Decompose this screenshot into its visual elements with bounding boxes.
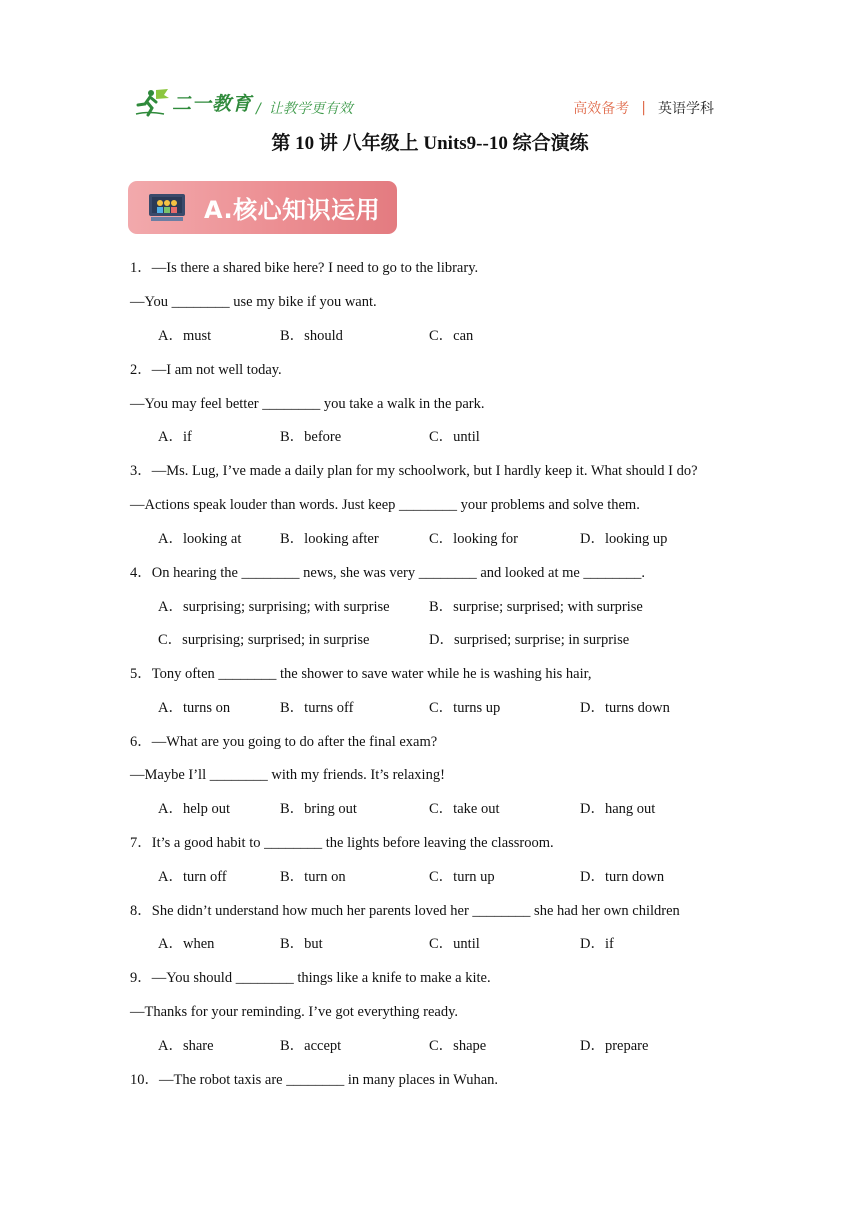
option-a: A．if: [158, 429, 192, 445]
option-b: B．but: [280, 936, 323, 952]
option-c: C．take out: [429, 801, 500, 817]
option-c: C．surprising; surprised; in surprise: [158, 632, 370, 648]
option-c: C．turn up: [429, 869, 495, 885]
option-b: B．turn on: [280, 869, 346, 885]
option-d: D．hang out: [580, 801, 656, 817]
option-c: C．until: [429, 936, 480, 952]
option-d: D．if: [580, 936, 614, 952]
question-stem: 2．—I am not well today.: [130, 362, 282, 378]
question-stem: 3．—Ms. Lug, I’ve made a daily plan for my schoolwork, but I hardly keep it. What should I do?: [130, 463, 698, 479]
option-b: B．accept: [280, 1038, 342, 1054]
option-d: D．prepare: [580, 1038, 649, 1054]
question-stem: 4．On hearing the ________ news, she was very ________ and looked at me ________.: [130, 565, 646, 581]
page-header: [134, 86, 714, 120]
option-a: A．when: [158, 936, 215, 952]
question-stem: 9．—You should ________ things like a knife to make a kite.: [130, 970, 491, 986]
option-b: B．before: [280, 429, 342, 445]
question-stem: 7．It’s a good habit to ________ the lights before leaving the classroom.: [130, 835, 554, 851]
slash-divider: /: [256, 101, 261, 117]
option-c: C．turns up: [429, 700, 501, 716]
option-a: A．looking at: [158, 531, 242, 547]
logo: [134, 86, 252, 118]
tag-divider: |: [641, 100, 646, 116]
question-reply: —Maybe I’ll ________ with my friends. It’s relaxing!: [130, 767, 445, 783]
option-b: B．surprise; surprised; with surprise: [429, 599, 643, 615]
question-reply: —Thanks for your reminding. I’ve got everything ready.: [130, 1004, 459, 1020]
option-d: D．turns down: [580, 700, 670, 716]
logo-text: 二一教育: [172, 92, 253, 115]
question-reply: —Actions speak louder than words. Just keep ________ your problems and solve them.: [130, 497, 640, 513]
option-a: A．share: [158, 1038, 214, 1054]
page-title: 第 10 讲 八年级上 Units9--10 综合演练: [271, 133, 589, 154]
option-b: B．looking after: [280, 531, 379, 547]
option-c: C．until: [429, 429, 480, 445]
question-stem: 5．Tony often ________ the shower to save water while he is washing his hair,: [130, 666, 592, 682]
runner-logo-icon: [134, 87, 170, 117]
option-b: B．turns off: [280, 700, 354, 716]
question-stem: 8．She didn’t understand how much her parents loved her ________ she had her own children: [130, 903, 680, 919]
question-reply: —You may feel better ________ you take a walk in the park.: [130, 396, 485, 412]
option-a: A．must: [158, 328, 212, 344]
option-d: D．turn down: [580, 869, 665, 885]
option-c: C．can: [429, 328, 474, 344]
option-b: B．should: [280, 328, 343, 344]
header-tags: [573, 98, 714, 118]
section-title: A.核心知识运用: [204, 196, 381, 224]
tag-exam-prep: 高效备考: [573, 101, 630, 117]
option-c: C．shape: [429, 1038, 487, 1054]
option-d: D．looking up: [580, 531, 668, 547]
option-c: C．looking for: [429, 531, 519, 547]
option-b: B．bring out: [280, 801, 357, 817]
section-banner: [128, 181, 397, 234]
slogan: [256, 98, 353, 118]
slogan-text: 让教学更有效: [268, 101, 353, 117]
question-reply: —You ________ use my bike if you want.: [130, 294, 377, 310]
question-stem: 6．—What are you going to do after the final exam?: [130, 734, 438, 750]
tag-subject: 英语学科: [658, 101, 714, 117]
question-stem: 1．—Is there a shared bike here? I need to go to the library.: [130, 260, 479, 276]
classroom-board-icon: [148, 193, 186, 223]
option-a: A．turn off: [158, 869, 227, 885]
option-a: A．help out: [158, 801, 231, 817]
option-d: D．surprised; surprise; in surprise: [429, 632, 630, 648]
option-a: A．turns on: [158, 700, 231, 716]
question-stem: 10．—The robot taxis are ________ in many places in Wuhan.: [130, 1072, 499, 1088]
option-a: A．surprising; surprising; with surprise: [158, 599, 390, 615]
